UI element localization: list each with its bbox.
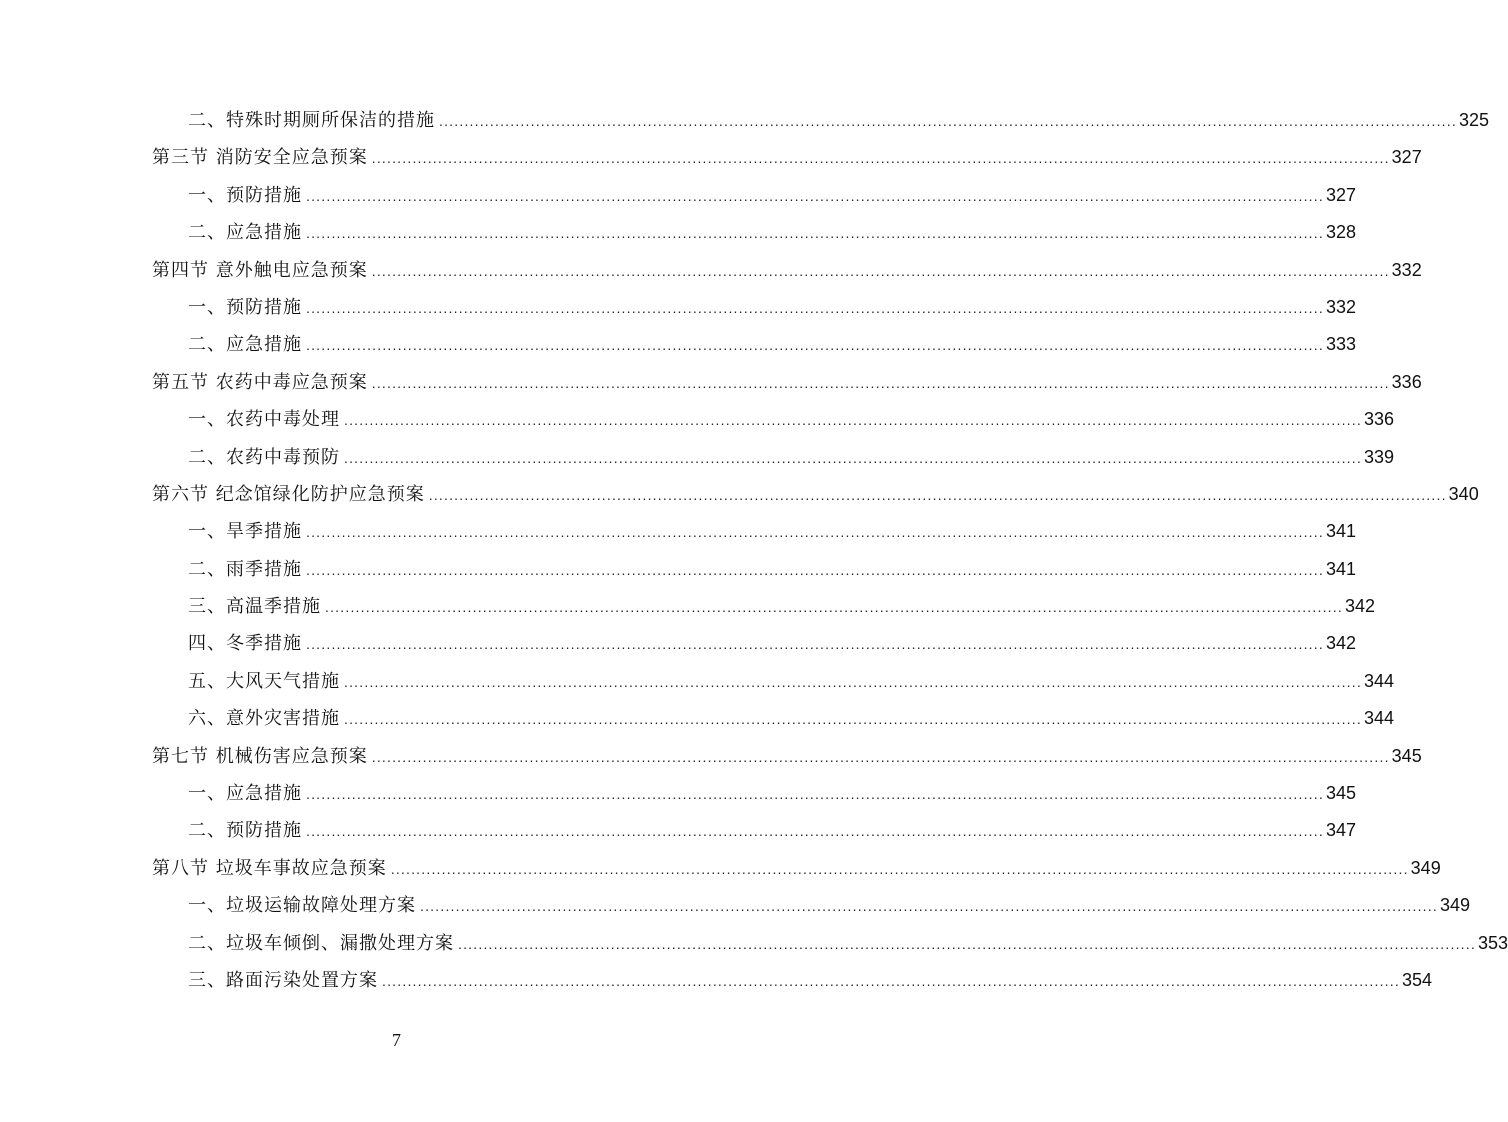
toc-entry-title: 三、高温季措施 <box>188 596 321 618</box>
toc-dot-leader: ........................................................................................................................................................................................................ <box>306 636 1324 653</box>
toc-entry-title: 第三节 消防安全应急预案 <box>152 147 368 169</box>
toc-entry-title: 一、农药中毒处理 <box>188 409 340 431</box>
toc-section-entry[interactable] <box>152 252 1422 289</box>
toc-section-entry[interactable] <box>152 364 1422 401</box>
toc-entry-page-number: 341 <box>1325 521 1356 542</box>
toc-dot-leader: ........................................................................................................................................................................................................ <box>371 150 1390 167</box>
toc-entry-page-number: 344 <box>1363 708 1394 729</box>
toc-entry-title: 四、冬季措施 <box>188 633 302 655</box>
toc-entry-page-number: 339 <box>1363 446 1394 467</box>
toc-dot-leader: ........................................................................................................................................................................................................ <box>306 225 1324 242</box>
toc-entry-page-number: 325 <box>1458 110 1489 130</box>
toc-entry-page-number: 327 <box>1325 184 1356 205</box>
toc-section-entry[interactable] <box>152 738 1422 775</box>
toc-entry-page-number: 354 <box>1401 969 1432 990</box>
toc-entry-page-number: 342 <box>1325 633 1356 654</box>
toc-entry-title: 二、垃圾车倾倒、漏撒处理方案 <box>188 932 454 954</box>
toc-entry-title: 第四节 意外触电应急预案 <box>152 259 368 281</box>
toc-section-entry[interactable] <box>152 476 1479 513</box>
toc-entry-title: 二、应急措施 <box>188 334 302 356</box>
toc-subsection-entry[interactable] <box>152 177 1356 214</box>
toc-entry-title: 五、大风天气措施 <box>188 670 340 692</box>
toc-entry-title: 二、农药中毒预防 <box>188 446 340 468</box>
toc-subsection-entry[interactable] <box>152 289 1356 326</box>
toc-entry-title: 第六节 纪念馆绿化防护应急预案 <box>152 483 425 505</box>
toc-dot-leader: ........................................................................................................................................................................................................ <box>306 187 1324 204</box>
toc-dot-leader: ........................................................................................................................................................................................................ <box>344 711 1362 728</box>
toc-dot-leader: ........................................................................................................................................................................................................ <box>306 823 1324 840</box>
toc-entry-page-number: 341 <box>1325 558 1356 579</box>
toc-entry-page-number: 347 <box>1325 820 1356 841</box>
toc-entry-page-number: 333 <box>1325 334 1356 355</box>
toc-entry-title: 一、旱季措施 <box>188 521 302 543</box>
toc-subsection-entry[interactable] <box>152 214 1356 251</box>
toc-subsection-entry[interactable] <box>152 513 1356 550</box>
toc-subsection-entry[interactable] <box>152 775 1356 812</box>
toc-dot-leader: ........................................................................................................................................................................................................ <box>344 449 1362 466</box>
toc-entry-page-number: 353 <box>1477 932 1508 953</box>
toc-entry-page-number: 336 <box>1391 371 1422 392</box>
toc-dot-leader: ........................................................................................................................................................................................................ <box>306 786 1324 803</box>
toc-dot-leader: ........................................................................................................................................................................................................ <box>458 935 1476 952</box>
toc-entry-page-number: 332 <box>1391 259 1422 280</box>
toc-dot-leader: ........................................................................................................................................................................................................ <box>306 299 1324 316</box>
toc-entry-page-number: 328 <box>1325 222 1356 243</box>
toc-subsection-entry[interactable] <box>152 588 1375 625</box>
toc-subsection-entry[interactable] <box>152 663 1394 700</box>
toc-dot-leader: ........................................................................................................................................................................................................ <box>420 898 1438 915</box>
toc-dot-leader: ........................................................................................................................................................................................................ <box>390 860 1409 877</box>
toc-subsection-entry[interactable] <box>152 700 1394 737</box>
toc-section-entry[interactable] <box>152 850 1441 887</box>
toc-subsection-entry[interactable] <box>152 326 1356 363</box>
toc-entry-title: 二、特殊时期厕所保洁的措施 <box>188 110 435 131</box>
toc-entry-page-number: 332 <box>1325 296 1356 317</box>
toc-entry-title: 一、预防措施 <box>188 296 302 318</box>
toc-entry-title: 一、应急措施 <box>188 783 302 805</box>
toc-subsection-entry[interactable] <box>152 401 1394 438</box>
table-of-contents <box>152 102 1508 999</box>
toc-entry-page-number: 342 <box>1344 596 1375 617</box>
page-number: 7 <box>392 1030 401 1050</box>
toc-dot-leader: ........................................................................................................................................................................................................ <box>325 599 1343 616</box>
toc-entry-page-number: 340 <box>1448 483 1479 504</box>
toc-dot-leader: ........................................................................................................................................................................................................ <box>382 972 1400 989</box>
toc-entry-title: 第五节 农药中毒应急预案 <box>152 371 368 393</box>
toc-section-entry[interactable] <box>152 139 1422 176</box>
toc-entry-title: 三、路面污染处置方案 <box>188 969 378 991</box>
toc-subsection-entry[interactable] <box>152 102 1489 139</box>
toc-entry-page-number: 349 <box>1439 895 1470 916</box>
toc-subsection-entry[interactable] <box>152 551 1356 588</box>
toc-subsection-entry[interactable] <box>152 925 1508 962</box>
toc-dot-leader: ........................................................................................................................................................................................................ <box>306 524 1324 541</box>
toc-dot-leader: ........................................................................................................................................................................................................ <box>306 337 1324 354</box>
toc-entry-title: 六、意外灾害措施 <box>188 708 340 730</box>
toc-entry-title: 二、应急措施 <box>188 222 302 244</box>
toc-entry-title: 一、预防措施 <box>188 184 302 206</box>
toc-dot-leader: ........................................................................................................................................................................................................ <box>371 748 1390 765</box>
toc-entry-title: 第七节 机械伤害应急预案 <box>152 745 368 767</box>
toc-subsection-entry[interactable] <box>152 887 1470 924</box>
toc-entry-page-number: 345 <box>1391 745 1422 766</box>
toc-dot-leader: ........................................................................................................................................................................................................ <box>371 262 1390 279</box>
toc-dot-leader: ........................................................................................................................................................................................................ <box>439 113 1457 129</box>
toc-entry-page-number: 345 <box>1325 783 1356 804</box>
toc-dot-leader: ........................................................................................................................................................................................................ <box>344 412 1362 429</box>
toc-entry-title: 第八节 垃圾车事故应急预案 <box>152 857 387 879</box>
toc-entry-page-number: 336 <box>1363 409 1394 430</box>
toc-dot-leader: ........................................................................................................................................................................................................ <box>344 673 1362 690</box>
toc-dot-leader: ........................................................................................................................................................................................................ <box>371 374 1390 391</box>
toc-entry-title: 二、预防措施 <box>188 820 302 842</box>
toc-entry-page-number: 327 <box>1391 147 1422 168</box>
toc-subsection-entry[interactable] <box>152 625 1356 662</box>
toc-subsection-entry[interactable] <box>152 439 1394 476</box>
toc-dot-leader: ........................................................................................................................................................................................................ <box>428 486 1447 503</box>
toc-subsection-entry[interactable] <box>152 812 1356 849</box>
toc-entry-page-number: 344 <box>1363 670 1394 691</box>
toc-entry-title: 一、垃圾运输故障处理方案 <box>188 895 416 917</box>
toc-dot-leader: ........................................................................................................................................................................................................ <box>306 561 1324 578</box>
toc-subsection-entry[interactable] <box>152 962 1432 999</box>
toc-entry-title: 二、雨季措施 <box>188 558 302 580</box>
toc-entry-page-number: 349 <box>1410 857 1441 878</box>
